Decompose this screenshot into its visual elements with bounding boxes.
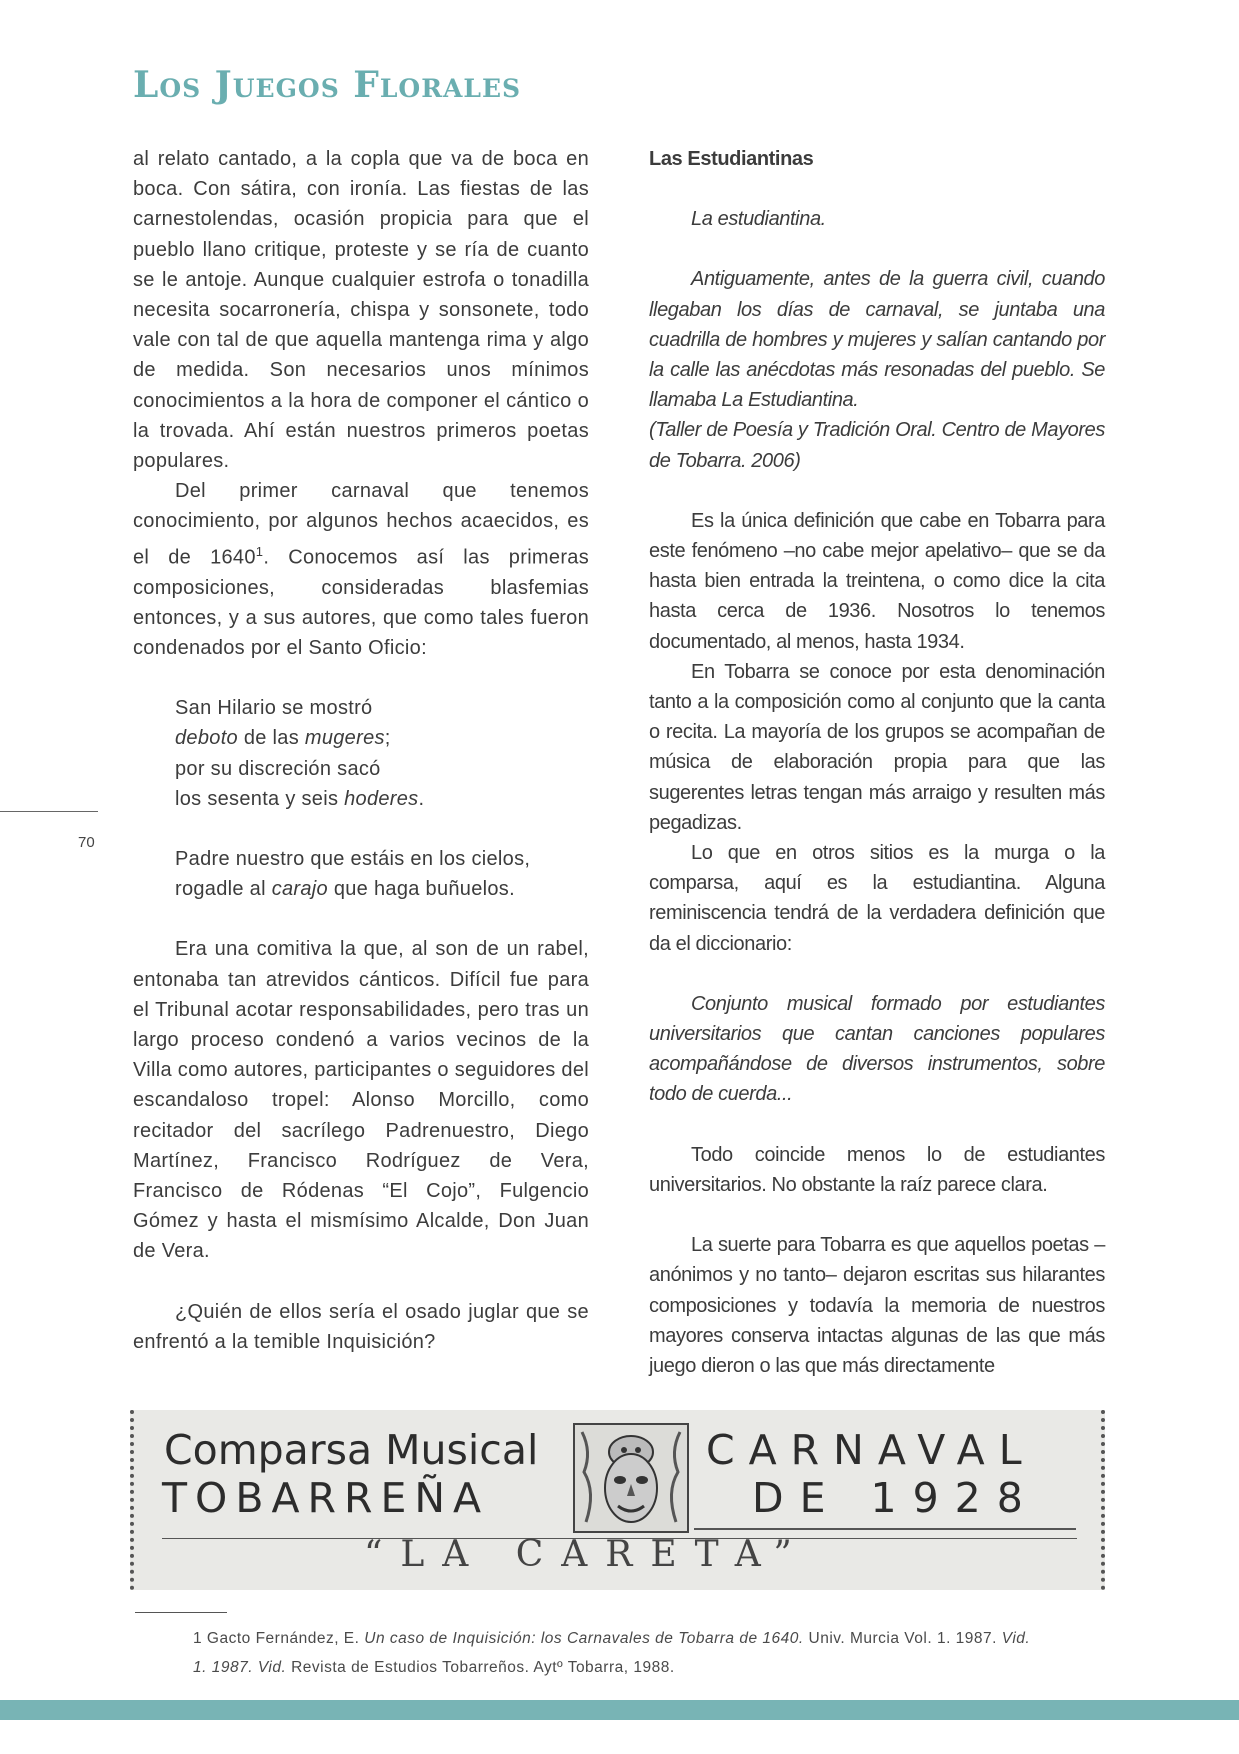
verse-word: los sesenta y seis	[175, 787, 345, 810]
footnote-line	[193, 1653, 1093, 1682]
verse-word: de las	[237, 727, 305, 750]
paragraph-text: . Conocemos así las primeras composiciones, consideradas blasfemias entonces, y a sus autores, que como tales fueron condenados por el Santo Oficio:	[133, 546, 589, 659]
footnote-ref: 1	[255, 543, 264, 559]
paragraph: En Tobarra se conoce por esta denominación tanto a la composición como al conjunto que la canta o recita. La mayoría de los grupos se acompañan de música de elaboración propia para que las sugerentes letras tengan más arraigo y resulten más pegadizas.	[649, 660, 1105, 834]
left-column	[133, 144, 589, 1357]
right-column	[649, 144, 1105, 1381]
quote-body: Antiguamente, antes de la guerra civil, cuando llegaban los días de carnaval, se juntaba una cuadrilla de hombres y mujeres y salían cantando por la calle las anécdotas más resonadas del pueblo. Se llamaba La Estudiantina.	[649, 268, 1105, 412]
verse-word: .	[418, 787, 425, 810]
verse-line: por su discreción sacó	[175, 757, 381, 780]
footnote-title: Un caso de Inquisición: los Carnavales de Tobarra de 1640.	[364, 1630, 804, 1647]
banner-text: “LA CARETA”	[364, 1534, 810, 1575]
dictionary-definition: Conjunto musical formado por estudiantes universitarios que cantan canciones populares acompañándose de diversos instrumentos, sobre todo de cuerda...	[649, 992, 1105, 1106]
banner-text: Comparsa Musical	[164, 1426, 539, 1474]
footnote-text: Revista de Estudios Tobarreños. Aytº Tobarra, 1988.	[286, 1659, 675, 1676]
paragraph: Lo que en otros sitios es la murga o la comparsa, aquí es la estudiantina. Alguna reminiscencia tendrá de la verdadera definición que da el diccionario:	[649, 842, 1105, 955]
banner-text: TOBARREÑA	[162, 1474, 490, 1522]
paragraph: Todo coincide menos lo de estudiantes universitarios. No obstante la raíz parece clara.	[649, 1143, 1105, 1196]
verse-block	[133, 693, 589, 814]
banner-rule	[694, 1528, 1076, 1530]
paragraph: La suerte para Tobarra es que aquellos poetas –anónimos y no tanto– dejaron escritas sus hilarantes composiciones y todavía la memoria de nuestros mayores conserva intactas algunas de las que más juego dieron o las que más directamente	[649, 1234, 1105, 1377]
quote-title: La estudiantina.	[691, 208, 826, 231]
verse-line: Padre nuestro que estáis en los cielos,	[175, 847, 531, 870]
banner-text: DE 1928	[752, 1474, 1039, 1522]
paragraph: Era una comitiva la que, al son de un rabel, entonaba tan atrevidos cánticos. Difícil fue para el Tribunal acotar responsabilidades, pero tras un largo proceso condenó a varios vecinos de la Villa como autores, participantes o seguidores del escandaloso tropel: Alonso Morcillo, como recitador del sacrílego Padrenuestro, Diego Martínez, Francisco Rodríguez de Vera, Francisco de Ródenas “El Cojo”, Fulgencio Gómez y hasta el mismísimo Alcalde, Don Juan de Vera.	[133, 938, 589, 1263]
verse-word: que haga buñuelos.	[327, 878, 515, 901]
verse-line: San Hilario se mostró	[175, 697, 373, 720]
running-title: Los Juegos Florales	[133, 64, 522, 106]
paragraph	[133, 476, 589, 663]
mask-icon	[572, 1422, 690, 1534]
paragraph: ¿Quién de ellos sería el osado juglar que se enfrentó a la temible Inquisición?	[133, 1300, 589, 1353]
quote-source: (Taller de Poesía y Tradición Oral. Centro de Mayores de Tobarra. 2006)	[649, 419, 1105, 472]
verse-word: carajo	[271, 878, 328, 901]
paragraph: Es la única definición que cabe en Tobarra para este fenómeno –no cabe mejor apelativo– que se da hasta bien entrada la treintena, o como dice la cita hasta cerca de 1936. Nosotros lo tenemos documentado, al menos, hasta 1934.	[649, 509, 1105, 653]
footnote-text: 1. 1987. Vid.	[193, 1659, 287, 1676]
verse-block	[133, 844, 589, 904]
section-heading: Las Estudiantinas	[649, 148, 814, 170]
banner-text: CARNAVAL	[706, 1426, 1036, 1474]
carnival-banner-image	[130, 1410, 1105, 1590]
footer-bar	[0, 1700, 1239, 1720]
page-number: 70	[78, 834, 95, 851]
footnote	[193, 1624, 1093, 1682]
verse-line	[175, 874, 589, 904]
paragraph-text: Del primer carnaval que tenemos conocimiento, por algunos hechos acaecidos, es el de 1640	[133, 480, 589, 569]
verse-word: ;	[384, 727, 391, 750]
footnote-number: 1	[193, 1630, 203, 1647]
verse-word: rogadle al	[175, 878, 272, 901]
verse-word: deboto	[175, 727, 238, 750]
paragraph: al relato cantado, a la copla que va de boca en boca. Con sátira, con ironía. Las fiestas de las carnestolendas, ocasión propicia para que el pueblo llano critique, proteste y se ría de cuanto se le antoje. Aunque cualquier estrofa o tonadilla necesita socarronería, chispa y sonsonete, todo vale con tal de que aquella mantenga rima y algo de medida. Son necesarios unos mínimos conocimientos a la hora de componer el cántico o la trovada. Ahí están nuestros primeros poetas populares.	[133, 148, 589, 473]
margin-rule	[0, 811, 98, 812]
footnote-rule	[135, 1612, 227, 1613]
verse-line	[175, 784, 589, 814]
footnote-text: Vid.	[1001, 1630, 1031, 1647]
footnote-line	[193, 1624, 1093, 1653]
verse-word: mugeres	[304, 727, 385, 750]
verse-line	[175, 723, 589, 753]
footnote-text: Gacto Fernández, E.	[202, 1630, 365, 1647]
footnote-text: Univ. Murcia Vol. 1. 1987.	[803, 1630, 1002, 1647]
verse-word: hoderes	[344, 787, 419, 810]
